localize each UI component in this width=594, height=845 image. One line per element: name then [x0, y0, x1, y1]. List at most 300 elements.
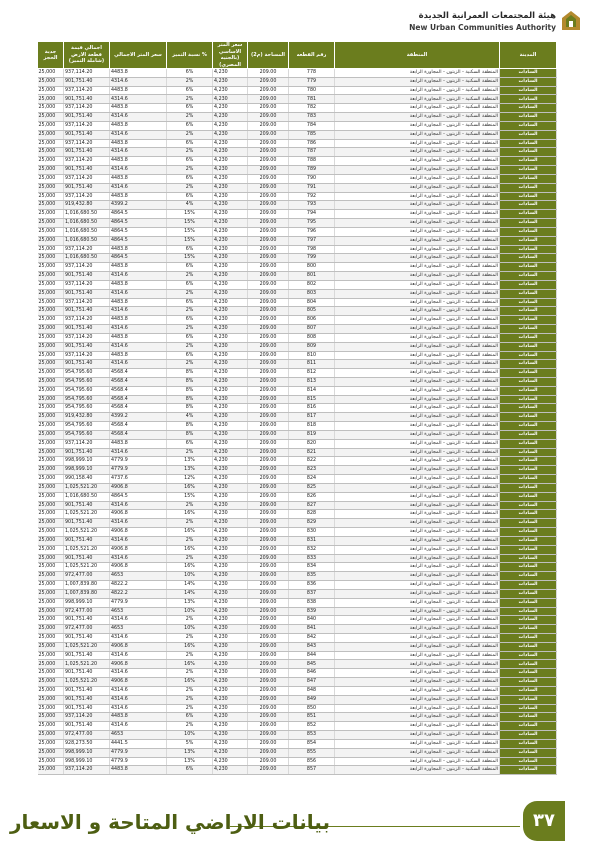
plot-number-cell: 793: [289, 201, 335, 210]
plot-number-cell: 790: [289, 174, 335, 183]
premium-percent-cell: 2%: [167, 166, 213, 175]
total-value-cell: 937,114.20: [64, 86, 110, 95]
total-value-cell: 901,751.40: [64, 536, 110, 545]
table-row: [38, 263, 557, 272]
base-price-cell: 4,230: [213, 157, 248, 166]
plot-number-cell: 785: [289, 130, 335, 139]
city-cell: السادات: [500, 148, 557, 157]
table-row: [38, 422, 557, 431]
deposit-cell: 25,000: [38, 333, 64, 342]
region-cell: المنطقة السكنية - الزيتون - المجاورة الرابعة: [335, 316, 500, 325]
base-price-cell: 4,230: [213, 280, 248, 289]
region-cell: المنطقة السكنية - الزيتون - المجاورة الرابعة: [335, 86, 500, 95]
premium-percent-cell: 2%: [167, 272, 213, 281]
city-cell: السادات: [500, 722, 557, 731]
deposit-cell: 25,000: [38, 422, 64, 431]
total-meter-price-cell: 4483.8: [110, 121, 167, 130]
base-price-cell: 4,230: [213, 528, 248, 537]
area-cell: 209.00: [248, 157, 289, 166]
plot-number-cell: 844: [289, 651, 335, 660]
table-row: [38, 439, 557, 448]
total-value-cell: 901,751.40: [64, 342, 110, 351]
city-cell: السادات: [500, 439, 557, 448]
base-price-cell: 4,230: [213, 413, 248, 422]
region-cell: المنطقة السكنية - الزيتون - المجاورة الرابعة: [335, 704, 500, 713]
region-cell: المنطقة السكنية - الزيتون - المجاورة الرابعة: [335, 695, 500, 704]
city-cell: السادات: [500, 642, 557, 651]
region-cell: المنطقة السكنية - الزيتون - المجاورة الرابعة: [335, 581, 500, 590]
deposit-cell: 25,000: [38, 722, 64, 731]
area-cell: 209.00: [248, 227, 289, 236]
total-value-cell: 1,016,680.50: [64, 236, 110, 245]
deposit-cell: 25,000: [38, 219, 64, 228]
area-cell: 209.00: [248, 536, 289, 545]
base-price-cell: 4,230: [213, 439, 248, 448]
total-meter-price-cell: 4906.8: [110, 483, 167, 492]
total-meter-price-cell: 4314.6: [110, 448, 167, 457]
header-city: المدينة: [500, 42, 557, 69]
land-prices-table: [37, 41, 556, 775]
deposit-cell: 25,000: [38, 625, 64, 634]
deposit-cell: 25,000: [38, 289, 64, 298]
city-cell: السادات: [500, 351, 557, 360]
premium-percent-cell: 6%: [167, 713, 213, 722]
premium-percent-cell: 6%: [167, 263, 213, 272]
plot-number-cell: 831: [289, 536, 335, 545]
premium-percent-cell: 16%: [167, 528, 213, 537]
table-row: [38, 475, 557, 484]
deposit-cell: 25,000: [38, 581, 64, 590]
plot-number-cell: 814: [289, 386, 335, 395]
base-price-cell: 4,230: [213, 174, 248, 183]
premium-percent-cell: 10%: [167, 572, 213, 581]
deposit-cell: 25,000: [38, 236, 64, 245]
base-price-cell: 4,230: [213, 395, 248, 404]
deposit-cell: 25,000: [38, 766, 64, 775]
total-value-cell: 919,432.80: [64, 413, 110, 422]
region-cell: المنطقة السكنية - الزيتون - المجاورة الرابعة: [335, 492, 500, 501]
city-cell: السادات: [500, 86, 557, 95]
deposit-cell: 25,000: [38, 501, 64, 510]
base-price-cell: 4,230: [213, 289, 248, 298]
premium-percent-cell: 6%: [167, 298, 213, 307]
area-cell: 209.00: [248, 307, 289, 316]
table-row: [38, 272, 557, 281]
table-row: [38, 457, 557, 466]
city-cell: السادات: [500, 589, 557, 598]
premium-percent-cell: 6%: [167, 139, 213, 148]
area-cell: 209.00: [248, 439, 289, 448]
total-value-cell: 1,025,521.20: [64, 483, 110, 492]
total-value-cell: 901,751.40: [64, 616, 110, 625]
total-value-cell: 901,751.40: [64, 325, 110, 334]
table-row: [38, 139, 557, 148]
total-meter-price-cell: 4314.6: [110, 669, 167, 678]
deposit-cell: 25,000: [38, 69, 64, 78]
deposit-cell: 25,000: [38, 386, 64, 395]
base-price-cell: 4,230: [213, 386, 248, 395]
table-row: [38, 245, 557, 254]
total-meter-price-cell: 4864.5: [110, 236, 167, 245]
region-cell: المنطقة السكنية - الزيتون - المجاورة الرابعة: [335, 519, 500, 528]
plot-number-cell: 825: [289, 483, 335, 492]
region-cell: المنطقة السكنية - الزيتون - المجاورة الرابعة: [335, 457, 500, 466]
base-price-cell: 4,230: [213, 245, 248, 254]
table-row: [38, 572, 557, 581]
area-cell: 209.00: [248, 483, 289, 492]
city-cell: السادات: [500, 236, 557, 245]
deposit-cell: 25,000: [38, 616, 64, 625]
premium-percent-cell: 8%: [167, 369, 213, 378]
header-area: المساحة (م2): [248, 42, 289, 69]
plot-number-cell: 799: [289, 254, 335, 263]
plot-number-cell: 780: [289, 86, 335, 95]
plot-number-cell: 798: [289, 245, 335, 254]
base-price-cell: 4,230: [213, 695, 248, 704]
base-price-cell: 4,230: [213, 731, 248, 740]
plot-number-cell: 813: [289, 377, 335, 386]
total-meter-price-cell: 4906.8: [110, 510, 167, 519]
base-price-cell: 4,230: [213, 466, 248, 475]
premium-percent-cell: 8%: [167, 422, 213, 431]
table-row: [38, 713, 557, 722]
area-cell: 209.00: [248, 219, 289, 228]
region-cell: المنطقة السكنية - الزيتون - المجاورة الرابعة: [335, 95, 500, 104]
area-cell: 209.00: [248, 86, 289, 95]
plot-number-cell: 820: [289, 439, 335, 448]
city-cell: السادات: [500, 263, 557, 272]
premium-percent-cell: 2%: [167, 95, 213, 104]
total-value-cell: 937,114.20: [64, 245, 110, 254]
base-price-cell: 4,230: [213, 192, 248, 201]
total-meter-price-cell: 4483.8: [110, 192, 167, 201]
deposit-cell: 25,000: [38, 113, 64, 122]
total-value-cell: 954,795.60: [64, 377, 110, 386]
total-meter-price-cell: 4483.8: [110, 316, 167, 325]
deposit-cell: 25,000: [38, 430, 64, 439]
deposit-cell: 25,000: [38, 148, 64, 157]
table-row: [38, 581, 557, 590]
plot-number-cell: 854: [289, 739, 335, 748]
total-value-cell: 1,016,680.50: [64, 210, 110, 219]
base-price-cell: 4,230: [213, 325, 248, 334]
city-cell: السادات: [500, 528, 557, 537]
base-price-cell: 4,230: [213, 581, 248, 590]
area-cell: 209.00: [248, 413, 289, 422]
total-value-cell: 937,114.20: [64, 104, 110, 113]
plot-number-cell: 797: [289, 236, 335, 245]
table-row: [38, 695, 557, 704]
table-row: [38, 625, 557, 634]
base-price-cell: 4,230: [213, 430, 248, 439]
region-cell: المنطقة السكنية - الزيتون - المجاورة الرابعة: [335, 236, 500, 245]
area-cell: 209.00: [248, 722, 289, 731]
region-cell: المنطقة السكنية - الزيتون - المجاورة الرابعة: [335, 139, 500, 148]
total-value-cell: 901,751.40: [64, 554, 110, 563]
premium-percent-cell: 2%: [167, 669, 213, 678]
table-row: [38, 466, 557, 475]
table-row: [38, 404, 557, 413]
deposit-cell: 25,000: [38, 510, 64, 519]
region-cell: المنطقة السكنية - الزيتون - المجاورة الرابعة: [335, 501, 500, 510]
deposit-cell: 25,000: [38, 104, 64, 113]
total-meter-price-cell: 4906.8: [110, 528, 167, 537]
premium-percent-cell: 8%: [167, 395, 213, 404]
table-row: [38, 77, 557, 86]
table-row: [38, 307, 557, 316]
area-cell: 209.00: [248, 333, 289, 342]
total-meter-price-cell: 4399.2: [110, 201, 167, 210]
table-row: [38, 536, 557, 545]
area-cell: 209.00: [248, 245, 289, 254]
table-row: [38, 316, 557, 325]
total-meter-price-cell: 4779.9: [110, 748, 167, 757]
region-cell: المنطقة السكنية - الزيتون - المجاورة الرابعة: [335, 448, 500, 457]
table-row: [38, 757, 557, 766]
table-row: [38, 386, 557, 395]
plot-number-cell: 829: [289, 519, 335, 528]
total-value-cell: 937,114.20: [64, 280, 110, 289]
region-cell: المنطقة السكنية - الزيتون - المجاورة الرابعة: [335, 731, 500, 740]
base-price-cell: 4,230: [213, 634, 248, 643]
premium-percent-cell: 2%: [167, 342, 213, 351]
deposit-cell: 25,000: [38, 466, 64, 475]
city-cell: السادات: [500, 333, 557, 342]
total-value-cell: 1,025,521.20: [64, 660, 110, 669]
premium-percent-cell: 10%: [167, 731, 213, 740]
region-cell: المنطقة السكنية - الزيتون - المجاورة الرابعة: [335, 254, 500, 263]
table-row: [38, 69, 557, 78]
table-row: [38, 634, 557, 643]
region-cell: المنطقة السكنية - الزيتون - المجاورة الرابعة: [335, 563, 500, 572]
plot-number-cell: 807: [289, 325, 335, 334]
total-value-cell: 1,007,839.80: [64, 589, 110, 598]
region-cell: المنطقة السكنية - الزيتون - المجاورة الرابعة: [335, 634, 500, 643]
base-price-cell: 4,230: [213, 219, 248, 228]
plot-number-cell: 794: [289, 210, 335, 219]
premium-percent-cell: 15%: [167, 227, 213, 236]
base-price-cell: 4,230: [213, 377, 248, 386]
city-cell: السادات: [500, 272, 557, 281]
total-value-cell: 901,751.40: [64, 651, 110, 660]
plot-number-cell: 849: [289, 695, 335, 704]
table-row: [38, 254, 557, 263]
area-cell: 209.00: [248, 669, 289, 678]
table-row: [38, 104, 557, 113]
base-price-cell: 4,230: [213, 360, 248, 369]
area-cell: 209.00: [248, 475, 289, 484]
premium-percent-cell: 2%: [167, 722, 213, 731]
area-cell: 209.00: [248, 713, 289, 722]
premium-percent-cell: 2%: [167, 325, 213, 334]
total-value-cell: 1,016,680.50: [64, 219, 110, 228]
plot-number-cell: 845: [289, 660, 335, 669]
deposit-cell: 25,000: [38, 263, 64, 272]
premium-percent-cell: 2%: [167, 501, 213, 510]
base-price-cell: 4,230: [213, 254, 248, 263]
region-cell: المنطقة السكنية - الزيتون - المجاورة الرابعة: [335, 545, 500, 554]
premium-percent-cell: 4%: [167, 413, 213, 422]
table-row: [38, 351, 557, 360]
total-value-cell: 1,016,680.50: [64, 227, 110, 236]
area-cell: 209.00: [248, 704, 289, 713]
area-cell: 209.00: [248, 377, 289, 386]
authority-name-ar: هيئة المجتمعات العمرانية الجديدة: [418, 11, 556, 21]
plot-number-cell: 788: [289, 157, 335, 166]
table-row: [38, 492, 557, 501]
total-meter-price-cell: 4483.8: [110, 86, 167, 95]
plot-number-cell: 792: [289, 192, 335, 201]
city-cell: السادات: [500, 466, 557, 475]
region-cell: المنطقة السكنية - الزيتون - المجاورة الرابعة: [335, 192, 500, 201]
table-row: [38, 642, 557, 651]
premium-percent-cell: 2%: [167, 360, 213, 369]
premium-percent-cell: 2%: [167, 77, 213, 86]
deposit-cell: 25,000: [38, 572, 64, 581]
table-row: [38, 669, 557, 678]
deposit-cell: 25,000: [38, 298, 64, 307]
total-meter-price-cell: 4483.8: [110, 351, 167, 360]
plot-number-cell: 832: [289, 545, 335, 554]
city-cell: السادات: [500, 254, 557, 263]
base-price-cell: 4,230: [213, 69, 248, 78]
plot-number-cell: 806: [289, 316, 335, 325]
area-cell: 209.00: [248, 139, 289, 148]
total-value-cell: 1,016,680.50: [64, 492, 110, 501]
total-meter-price-cell: 4864.5: [110, 227, 167, 236]
plot-number-cell: 818: [289, 422, 335, 431]
city-cell: السادات: [500, 227, 557, 236]
total-meter-price-cell: 4568.4: [110, 369, 167, 378]
premium-percent-cell: 16%: [167, 678, 213, 687]
area-cell: 209.00: [248, 289, 289, 298]
premium-percent-cell: 6%: [167, 174, 213, 183]
base-price-cell: 4,230: [213, 572, 248, 581]
table-row: [38, 554, 557, 563]
table-row: [38, 722, 557, 731]
deposit-cell: 25,000: [38, 413, 64, 422]
total-meter-price-cell: 4483.8: [110, 245, 167, 254]
total-value-cell: 901,751.40: [64, 95, 110, 104]
total-meter-price-cell: 4822.2: [110, 589, 167, 598]
header-total-meter-price: سعر المتر الاجمالي: [110, 42, 167, 69]
city-cell: السادات: [500, 475, 557, 484]
plot-number-cell: 857: [289, 766, 335, 775]
table-row: [38, 501, 557, 510]
base-price-cell: 4,230: [213, 651, 248, 660]
city-cell: السادات: [500, 492, 557, 501]
premium-percent-cell: 14%: [167, 589, 213, 598]
total-meter-price-cell: 4779.9: [110, 598, 167, 607]
table-row: [38, 616, 557, 625]
deposit-cell: 25,000: [38, 254, 64, 263]
table-row: [38, 651, 557, 660]
region-cell: المنطقة السكنية - الزيتون - المجاورة الرابعة: [335, 298, 500, 307]
area-cell: 209.00: [248, 757, 289, 766]
area-cell: 209.00: [248, 581, 289, 590]
deposit-cell: 25,000: [38, 731, 64, 740]
plot-number-cell: 856: [289, 757, 335, 766]
deposit-cell: 25,000: [38, 598, 64, 607]
area-cell: 209.00: [248, 201, 289, 210]
total-meter-price-cell: 4314.6: [110, 519, 167, 528]
city-cell: السادات: [500, 757, 557, 766]
plot-number-cell: 782: [289, 104, 335, 113]
table-row: [38, 219, 557, 228]
premium-percent-cell: 10%: [167, 607, 213, 616]
total-value-cell: 937,114.20: [64, 263, 110, 272]
premium-percent-cell: 6%: [167, 766, 213, 775]
premium-percent-cell: 8%: [167, 430, 213, 439]
total-value-cell: 919,432.80: [64, 201, 110, 210]
city-cell: السادات: [500, 519, 557, 528]
city-cell: السادات: [500, 713, 557, 722]
plot-number-cell: 847: [289, 678, 335, 687]
deposit-cell: 25,000: [38, 536, 64, 545]
deposit-cell: 25,000: [38, 475, 64, 484]
header-premium-percent: نسبة التميز %: [167, 42, 213, 69]
deposit-cell: 25,000: [38, 157, 64, 166]
deposit-cell: 25,000: [38, 519, 64, 528]
plot-number-cell: 781: [289, 95, 335, 104]
city-cell: السادات: [500, 616, 557, 625]
table-row: [38, 289, 557, 298]
total-meter-price-cell: 4568.4: [110, 377, 167, 386]
plot-number-cell: 848: [289, 686, 335, 695]
table-row: [38, 413, 557, 422]
total-meter-price-cell: 4864.5: [110, 219, 167, 228]
city-cell: السادات: [500, 183, 557, 192]
plot-number-cell: 840: [289, 616, 335, 625]
deposit-cell: 25,000: [38, 342, 64, 351]
plot-number-cell: 822: [289, 457, 335, 466]
region-cell: المنطقة السكنية - الزيتون - المجاورة الرابعة: [335, 360, 500, 369]
deposit-cell: 25,000: [38, 739, 64, 748]
total-meter-price-cell: 4314.6: [110, 130, 167, 139]
region-cell: المنطقة السكنية - الزيتون - المجاورة الرابعة: [335, 377, 500, 386]
base-price-cell: 4,230: [213, 686, 248, 695]
table-row: [38, 298, 557, 307]
area-cell: 209.00: [248, 731, 289, 740]
deposit-cell: 25,000: [38, 272, 64, 281]
base-price-cell: 4,230: [213, 563, 248, 572]
plot-number-cell: 779: [289, 77, 335, 86]
plot-number-cell: 816: [289, 404, 335, 413]
table-row: [38, 342, 557, 351]
total-value-cell: 937,114.20: [64, 192, 110, 201]
region-cell: المنطقة السكنية - الزيتون - المجاورة الرابعة: [335, 307, 500, 316]
plot-number-cell: 826: [289, 492, 335, 501]
premium-percent-cell: 2%: [167, 448, 213, 457]
city-cell: السادات: [500, 748, 557, 757]
total-meter-price-cell: 4314.6: [110, 686, 167, 695]
base-price-cell: 4,230: [213, 422, 248, 431]
total-value-cell: 972,477.00: [64, 731, 110, 740]
total-meter-price-cell: 4314.6: [110, 501, 167, 510]
base-price-cell: 4,230: [213, 86, 248, 95]
region-cell: المنطقة السكنية - الزيتون - المجاورة الرابعة: [335, 351, 500, 360]
area-cell: 209.00: [248, 360, 289, 369]
premium-percent-cell: 2%: [167, 616, 213, 625]
plot-number-cell: 852: [289, 722, 335, 731]
plot-number-cell: 796: [289, 227, 335, 236]
deposit-cell: 25,000: [38, 183, 64, 192]
total-value-cell: 1,016,680.50: [64, 254, 110, 263]
total-meter-price-cell: 4568.4: [110, 386, 167, 395]
area-cell: 209.00: [248, 616, 289, 625]
area-cell: 209.00: [248, 563, 289, 572]
base-price-cell: 4,230: [213, 316, 248, 325]
